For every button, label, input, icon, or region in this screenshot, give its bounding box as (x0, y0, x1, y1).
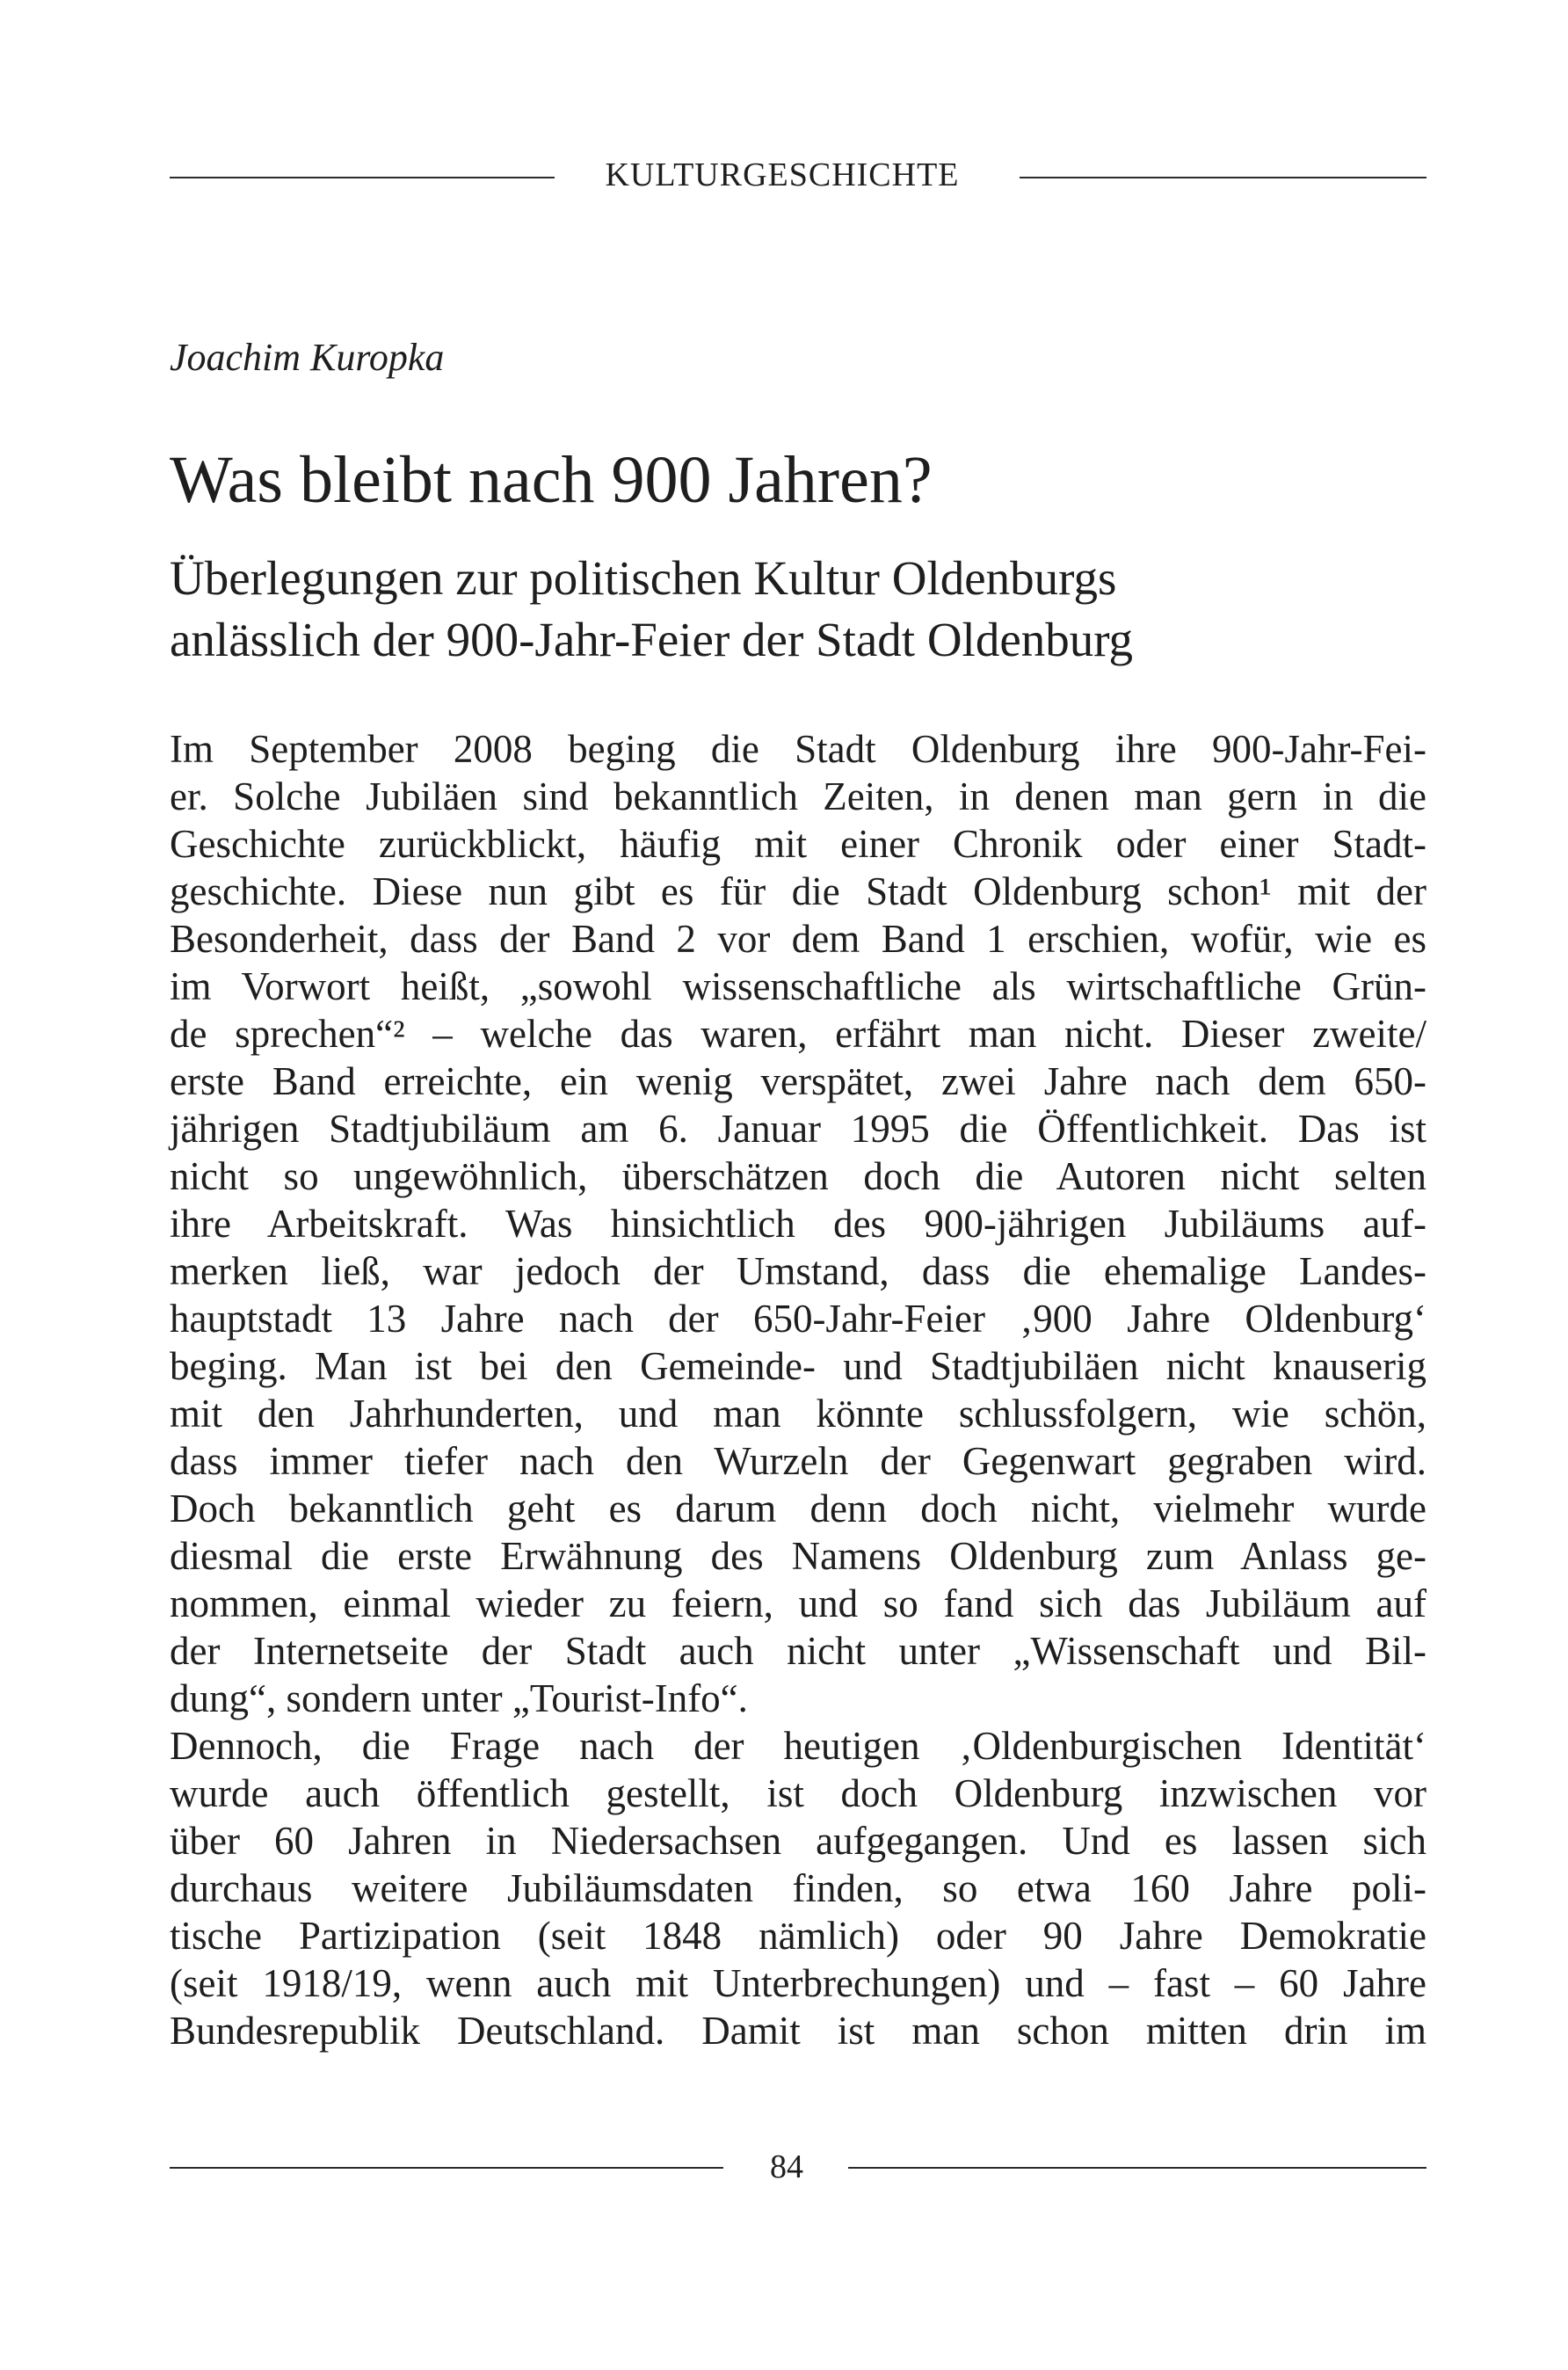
body-line: Doch bekanntlich geht es darum denn doch nicht, vielmehr wurde (170, 1487, 1426, 1530)
body-text (170, 725, 1426, 2054)
body-line: dung“, sondern unter „Tourist-Info“. (170, 1676, 748, 1720)
body-line: wurde auch öffentlich gestellt, ist doch Oldenburg inzwischen vor (170, 1771, 1426, 1815)
body-line: merken ließ, war jedoch der Umstand, dass die ehemalige Landes- (170, 1249, 1426, 1293)
body-line: im Vorwort heißt, „sowohl wissenschaftliche als wirtschaftliche Grün- (170, 964, 1426, 1008)
body-line: hauptstadt 13 Jahre nach der 650-Jahr-Feier ‚900 Jahre Oldenburg‘ (170, 1297, 1426, 1341)
body-line: Im September 2008 beging die Stadt Oldenburg ihre 900-Jahr-Fei- (170, 727, 1426, 771)
body-line: beging. Man ist bei den Gemeinde- und Stadtjubiläen nicht knauserig (170, 1344, 1426, 1388)
author-name: Joachim Kuropka (170, 336, 445, 379)
footer-rule-left (170, 2167, 723, 2169)
body-line: dass immer tiefer nach den Wurzeln der Gegenwart gegraben wird. (170, 1439, 1426, 1483)
header-rule-right (1020, 177, 1426, 178)
subtitle-line: Überlegungen zur politischen Kultur Oldenburgs (170, 551, 1117, 605)
subtitle-line: anlässlich der 900-Jahr-Feier der Stadt Oldenburg (170, 613, 1134, 666)
running-header: KULTURGESCHICHTE (605, 156, 960, 193)
article-title: Was bleibt nach 900 Jahren? (170, 443, 933, 517)
body-line: ihre Arbeitskraft. Was hinsichtlich des 900-jährigen Jubiläums auf- (170, 1202, 1426, 1246)
body-line: der Internetseite der Stadt auch nicht unter „Wissenschaft und Bil- (170, 1629, 1426, 1673)
body-line: jährigen Stadtjubiläum am 6. Januar 1995 die Öffentlichkeit. Das ist (170, 1107, 1426, 1151)
body-line: über 60 Jahren in Niedersachsen aufgegangen. Und es lassen sich (170, 1819, 1426, 1863)
body-line: erste Band erreichte, ein wenig verspätet, zwei Jahre nach dem 650- (170, 1059, 1426, 1103)
body-line: de sprechen“² – welche das waren, erfährt man nicht. Dieser zweite/ (170, 1012, 1426, 1056)
article-subtitle (170, 548, 1426, 671)
body-line: Dennoch, die Frage nach der heutigen ‚Oldenburgischen Identität‘ (170, 1724, 1426, 1768)
body-line: Geschichte zurückblickt, häufig mit einer Chronik oder einer Stadt- (170, 822, 1426, 866)
body-line: nommen, einmal wieder zu feiern, und so fand sich das Jubiläum auf (170, 1581, 1426, 1625)
body-line: er. Solche Jubiläen sind bekanntlich Zeiten, in denen man gern in die (170, 774, 1426, 818)
body-line: nicht so ungewöhnlich, überschätzen doch die Autoren nicht selten (170, 1154, 1426, 1198)
footer-rule-right (848, 2167, 1426, 2169)
header-rule-left (170, 177, 555, 178)
body-line: (seit 1918/19, wenn auch mit Unterbrechungen) und – fast – 60 Jahre (170, 1961, 1426, 2005)
body-line: Besonderheit, dass der Band 2 vor dem Band 1 erschien, wofür, wie es (170, 917, 1426, 961)
body-line: tische Partizipation (seit 1848 nämlich) oder 90 Jahre Demokratie (170, 1914, 1426, 1958)
page-number: 84 (770, 2148, 803, 2185)
body-line: durchaus weitere Jubiläumsdaten finden, so etwa 160 Jahre poli- (170, 1866, 1426, 1910)
body-line: diesmal die erste Erwähnung des Namens Oldenburg zum Anlass ge- (170, 1534, 1426, 1578)
body-line: Bundesrepublik Deutschland. Damit ist man schon mitten drin im (170, 2009, 1426, 2053)
body-line: geschichte. Diese nun gibt es für die Stadt Oldenburg schon¹ mit der (170, 869, 1426, 913)
body-line: mit den Jahrhunderten, und man könnte schlussfolgern, wie schön, (170, 1392, 1426, 1436)
